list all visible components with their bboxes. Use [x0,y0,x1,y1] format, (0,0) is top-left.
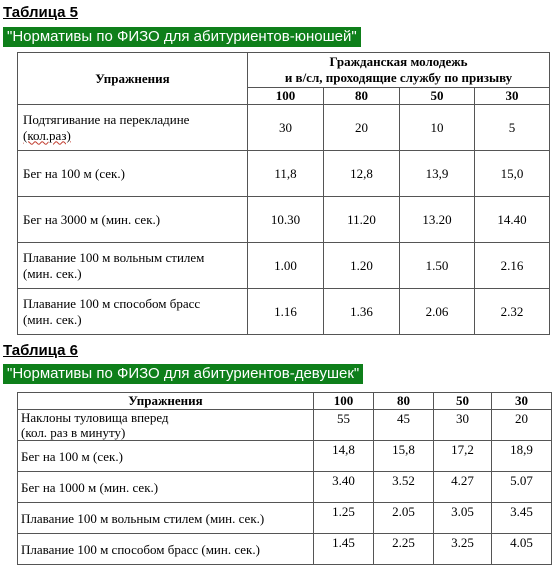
exercise-cell [18,472,314,503]
exercise-cell [18,534,314,565]
table-row [18,441,552,472]
value-cell: 1.25 [314,503,374,534]
table6 [17,392,552,565]
value-cell: 1.20 [324,243,400,289]
exercise-cell [18,243,248,289]
table5-caption: Таблица 5 [3,4,79,21]
value-cell: 1.50 [400,243,475,289]
exercise-unit: (мин. сек.) [23,265,82,281]
value-cell: 55 [314,410,374,441]
table-row [18,503,552,534]
value-cell: 3.40 [314,472,374,503]
value-cell: 14.40 [475,197,550,243]
exercise-cell [18,289,248,335]
table6-col-header: 50 [434,393,492,410]
value-cell: 10.30 [248,197,324,243]
value-cell: 10 [400,105,475,151]
table5-header-group-line1: Гражданская молодежь [329,54,468,69]
table-row [18,410,552,441]
value-cell: 2.06 [400,289,475,335]
exercise-cell [18,441,314,472]
value-cell: 4.27 [434,472,492,503]
value-cell: 5.07 [492,472,552,503]
exercise-label: Бег на 3000 м (мин. сек.) [23,211,161,227]
table-row [18,197,550,243]
exercise-label: Плавание 100 м вольным стилем (мин. сек.) [21,510,265,526]
table6-col-header: 80 [374,393,434,410]
exercise-cell [18,197,248,243]
value-cell: 17,2 [434,441,492,472]
table5-header-exercise: Упражнения [18,53,248,105]
value-cell: 11.20 [324,197,400,243]
table-row [18,243,550,289]
value-cell: 15,8 [374,441,434,472]
table5-col-header: 80 [324,88,400,105]
value-cell: 20 [324,105,400,151]
exercise-label: Плавание 100 м способом брасс (мин. сек.) [21,541,260,557]
value-cell: 2.25 [374,534,434,565]
table-row [18,289,550,335]
table-row [18,151,550,197]
exercise-label: Бег на 100 м (сек.) [23,165,125,181]
value-cell: 1.45 [314,534,374,565]
table-row [18,534,552,565]
table6-col-header: 100 [314,393,374,410]
exercise-unit: (кол. раз в минуту) [21,425,126,440]
exercise-cell [18,410,314,441]
value-cell: 3.52 [374,472,434,503]
exercise-unit: (мин. сек.) [23,311,82,327]
exercise-unit: (кол.раз) [23,127,71,143]
table5 [17,52,550,335]
exercise-label: Наклоны туловища вперед [21,410,169,425]
value-cell: 3.05 [434,503,492,534]
value-cell: 5 [475,105,550,151]
value-cell: 18,9 [492,441,552,472]
value-cell: 14,8 [314,441,374,472]
value-cell: 30 [248,105,324,151]
exercise-label: Плавание 100 м способом брасс [23,295,201,311]
value-cell: 1.16 [248,289,324,335]
exercise-label: Бег на 100 м (сек.) [21,448,123,464]
value-cell: 3.25 [434,534,492,565]
table5-col-header: 50 [400,88,475,105]
value-cell: 2.05 [374,503,434,534]
table6-header-exercise: Упражнения [18,393,314,410]
table-row [18,105,550,151]
table-row [18,472,552,503]
value-cell: 3.45 [492,503,552,534]
value-cell: 4.05 [492,534,552,565]
value-cell: 2.32 [475,289,550,335]
exercise-label: Плавание 100 м вольным стилем [23,249,205,265]
value-cell: 30 [434,410,492,441]
table6-col-header: 30 [492,393,552,410]
table6-caption: Таблица 6 [3,342,79,359]
value-cell: 1.00 [248,243,324,289]
table5-header-group [248,53,550,88]
value-cell: 45 [374,410,434,441]
value-cell: 12,8 [324,151,400,197]
exercise-label: Бег на 1000 м (мин. сек.) [21,479,159,495]
value-cell: 1.36 [324,289,400,335]
value-cell: 2.16 [475,243,550,289]
table5-col-header: 30 [475,88,550,105]
value-cell: 13,9 [400,151,475,197]
table5-header-group-line2: и в/сл, проходящие службу по призыву [284,70,513,85]
exercise-label: Подтягивание на перекладине [23,111,190,127]
value-cell: 15,0 [475,151,550,197]
exercise-cell [18,151,248,197]
exercise-cell [18,105,248,151]
value-cell: 11,8 [248,151,324,197]
value-cell: 20 [492,410,552,441]
table5-col-header: 100 [248,88,324,105]
value-cell: 13.20 [400,197,475,243]
table5-banner: "Нормативы по ФИЗО для абитуриентов-юношей" [3,27,361,47]
exercise-cell [18,503,314,534]
table6-banner: "Нормативы по ФИЗО для абитуриентов-девушек" [3,364,363,384]
